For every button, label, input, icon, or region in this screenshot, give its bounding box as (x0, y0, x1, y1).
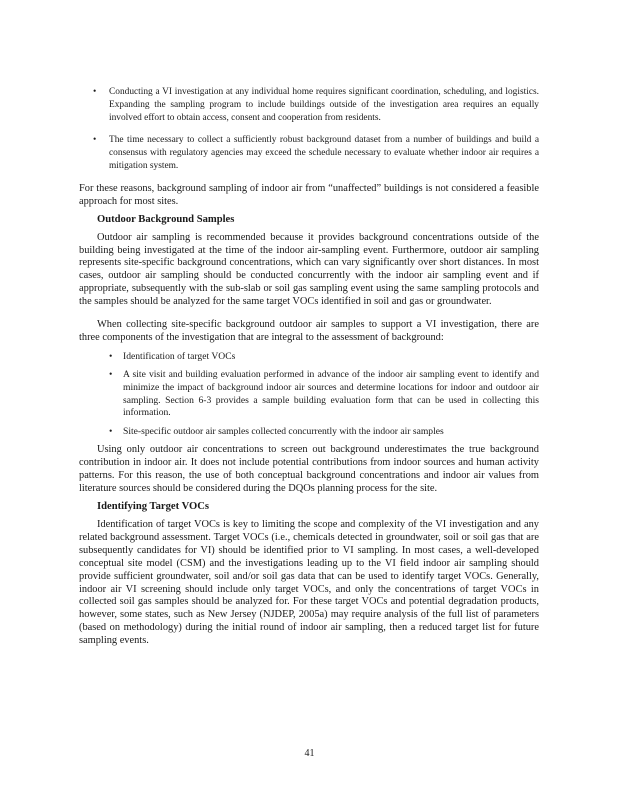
intro-paragraph: For these reasons, background sampling of indoor air from “unaffected” buildings is not considered a feasible approach for most sites. (79, 182, 539, 207)
outdoor-paragraph: Outdoor air sampling is recommended because it provides background concentrations outside of the building being investigated at the time of the indoor air-sampling event. Furthermore, outdoor air sampling represents site-specific background concentrations, which can vary significantly over short distances. In most cases, outdoor air sampling should be conducted concurrently with the indoor air sampling event and if appropriate, subsequently with the sub-slab or soil gas sampling event using the same sampling protocols and the samples should be analyzed for the same target VOCs identified in soil and gas or groundwater. (79, 231, 539, 308)
bullet-mark: • (109, 350, 113, 362)
list-item (79, 134, 539, 172)
list-item (79, 351, 539, 364)
bullet-text: A site visit and building evaluation performed in advance of the indoor air sampling event to identify and minimize the impact of background indoor air sources and determine locations for indoor and outdoor air sampling. Section 6-3 provides a sample building evaluation form that can be used in collecting this information. (123, 369, 539, 419)
identifying-target-vocs-heading: Identifying Target VOCs (97, 501, 210, 513)
list-item (79, 426, 539, 439)
identify-paragraph: Identification of target VOCs is key to limiting the scope and complexity of the VI investigation and any related background assessment. Target VOCs (i.e., chemicals detected in groundwater, soil or soil gas that are subsequently candidates for VI) should be identified prior to VI sampling. In most cases, a well-developed conceptual site model (CSM) and the investigations leading up to the VI field indoor air sampling should provide sufficient groundwater, soil and/or soil gas data that can be used to identify target VOCs. Generally, indoor air VI screening should include only target VOCs, and only the concentrations of target VOCs in collected soil gas samples should be analyzed for. For these target VOCs and potential degradation products, however, some states, such as New Jersey (NJDEP, 2005a) may require analysis of the full list of parameters (based on methodology) during the initial round of indoor air sampling, then a reduced target list for future sampling events. (79, 519, 539, 647)
list-item (79, 369, 539, 419)
site-specific-paragraph: When collecting site-specific background outdoor air samples to support a VI investigation, there are three components of the investigation that are integral to the assessment of background: (79, 319, 539, 343)
bullet-text: Site-specific outdoor air samples collected concurrently with the indoor air samples (123, 425, 444, 437)
bullet-text: The time necessary to collect a sufficiently robust background dataset from a number of buildings and build a consensus with regulatory agencies may exceed the schedule necessary to evaluate whether indoor air requires a mitigation system. (109, 135, 539, 171)
using-outdoor-paragraph: Using only outdoor air concentrations to screen out background underestimates the true background contribution in indoor air. It does not include potential contributions from indoor sources and human activity patterns. For this reason, the use of both conceptual background concentrations and indoor air values from literature sources should be considered during the DQOs planning process for the site. (79, 444, 539, 495)
bullet-text: Conducting a VI investigation at any individual home requires significant coordination, scheduling, and logistics. Expanding the sampling program to include buildings outside of the investigation area requires an equally involved effort to obtain access, consent and cooperation from residents. (109, 87, 539, 123)
outdoor-background-heading: Outdoor Background Samples (97, 213, 235, 225)
bullet-text: Identification of target VOCs (123, 350, 236, 362)
bullet-mark: • (109, 369, 113, 381)
page-content (79, 86, 539, 648)
bullet-mark: • (93, 87, 97, 97)
bullet-mark: • (93, 135, 97, 146)
page-number: 41 (304, 748, 315, 759)
list-item (79, 86, 539, 124)
bullet-mark: • (109, 425, 113, 437)
